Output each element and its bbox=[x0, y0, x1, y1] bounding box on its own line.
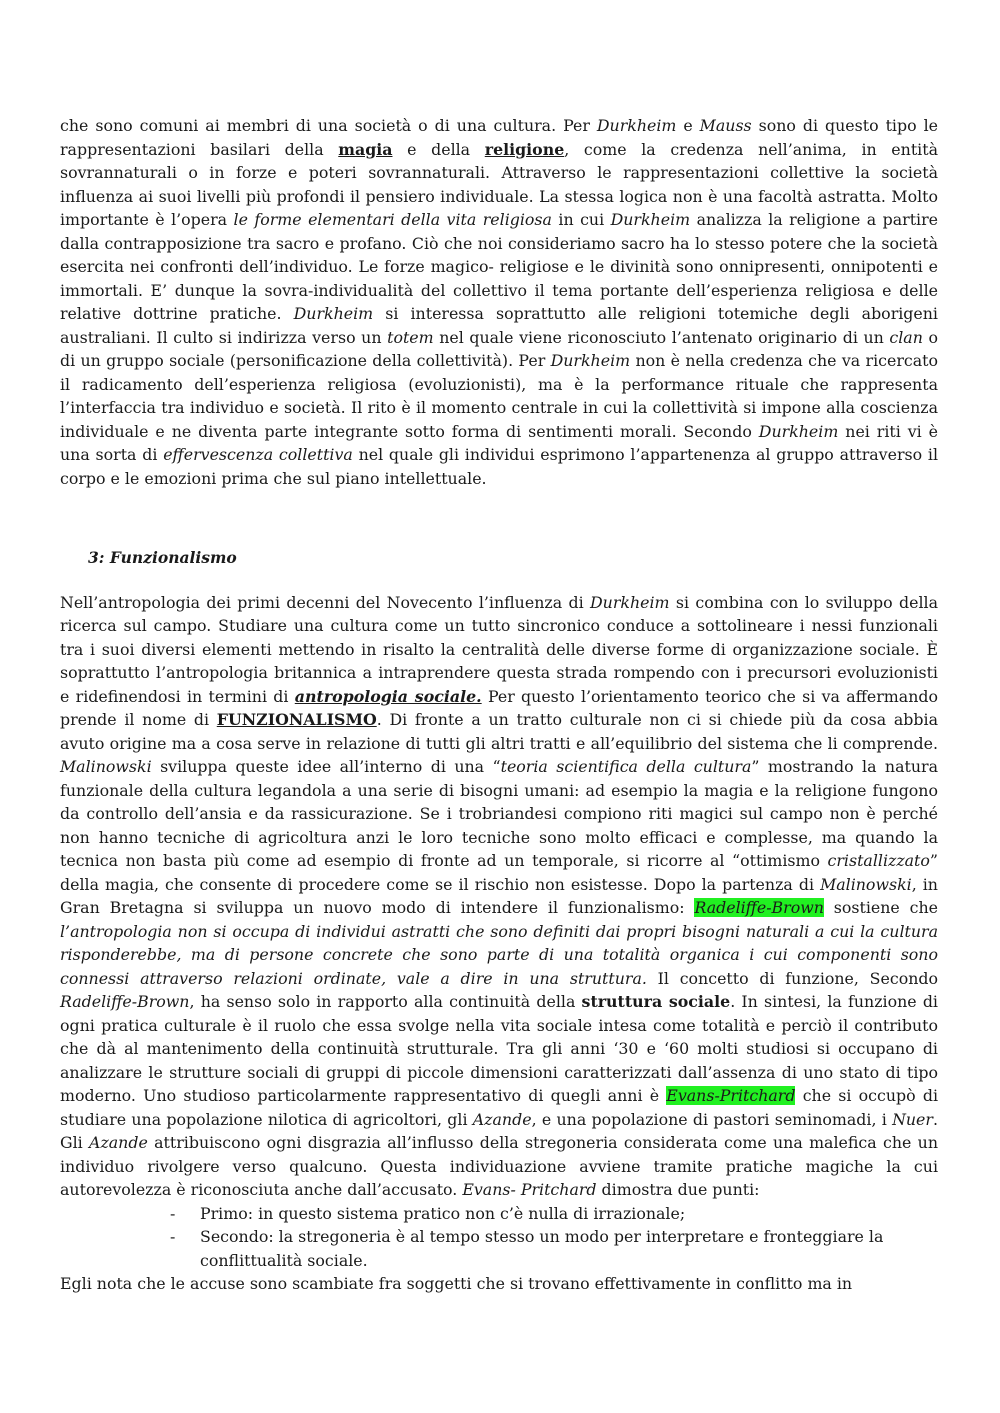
author-name: Durkheim bbox=[596, 116, 677, 135]
text: che si occupò di studiare una popolazione nilotica di agricoltori, gli bbox=[60, 1086, 939, 1129]
author-name: Malinowski bbox=[820, 874, 912, 894]
text: dimostra due punti: bbox=[596, 1180, 760, 1199]
text: nei riti vi è una sorta di bbox=[60, 421, 938, 464]
text: analizza la religione a partire dalla contrapposizione tra sacro e profano. Ciò che noi consideriamo sacro ha lo stesso potere che la società esercita nei confronti dell’individuo. Le forze magico- religiose e le divinità sono onnipresenti, onnipotenti e immortali. E’ dunque la sovra-individualità del collettivo il tema portante dell’esperienza religiosa e delle relative dottrine pratiche. bbox=[60, 210, 938, 323]
text: . Di fronte a un tratto culturale non ci si chiede più da cosa abbia avuto origine ma a cosa serve in relazione di tutti gli altri tratti e all’equilibrio del sistema che li comprende. bbox=[60, 710, 938, 753]
term: effervescenza collettiva bbox=[163, 445, 353, 464]
term: clan bbox=[889, 327, 923, 347]
text: ” mostrando la natura funzionale della cultura legandola a una serie di bisogni umani: ad esempio la magia e la religione fungono da controllo dell’ansia e da rassicurazione. Se i trobriandesi compiono riti magici sul campo non è perché non hanno tecniche di agricoltura anzi le loro tecniche sono molto efficaci e complesse, ma quando la tecnica non basta più come ad esempio di fronte ad un temporale, si ricorre al “ottimismo bbox=[60, 757, 939, 870]
paragraph-durkheim bbox=[60, 114, 938, 490]
text: nel quale viene riconosciuto l’antenato originario di un bbox=[433, 327, 890, 347]
text: in cui bbox=[551, 210, 611, 229]
term: teoria scientifica della cultura bbox=[500, 757, 752, 776]
keyword-magia: magia bbox=[338, 139, 393, 159]
text: ” della magia, che consente di procedere come se il rischio non esistesse. Dopo la partenza di bbox=[60, 851, 938, 894]
author-name: Durkheim bbox=[610, 210, 691, 229]
document-page bbox=[60, 114, 938, 1296]
author-name: Mauss bbox=[699, 116, 752, 135]
list-item bbox=[170, 1202, 938, 1226]
keyword-religione: religione bbox=[484, 139, 565, 159]
text: attribuiscono ogni disgrazia all’influsso della stregoneria considerata come una malefica che un individuo rivolgere verso qualcuno. Questa individuazione avviene tramite pratiche magiche la cui autorevolezza è riconosciuta anche dall’accusato. bbox=[60, 1133, 938, 1199]
text: e della bbox=[392, 139, 485, 159]
author-name: Radeliffe-Brown bbox=[60, 992, 190, 1011]
text: Il concetto di funzione, Secondo bbox=[646, 968, 939, 988]
text: . In sintesi, la funzione di ogni pratica culturale è il ruolo che essa svolge nella vita sociale intesa come totalità e perciò il contributo che dà al mantenimento della continuità strutturale. Tra gli anni ‘30 e ‘60 molti studiosi si occupano di analizzare le strutture sociali di gruppi di piccole dimensioni caratterizzati dall’assenza di uno stato di tipo moderno. Uno studioso particolarmente rappresentativo di quegli anni è bbox=[60, 992, 938, 1105]
term: Nuer bbox=[892, 1109, 933, 1129]
term: Azande bbox=[89, 1133, 148, 1152]
paragraph-continued: Egli nota che le accuse sono scambiate fra soggetti che si trovano effettivamente in conflitto ma in bbox=[60, 1274, 853, 1293]
bullet-dash: - bbox=[170, 1227, 176, 1246]
text: e bbox=[676, 116, 700, 135]
list-item bbox=[170, 1225, 938, 1272]
bullet-list bbox=[60, 1202, 938, 1273]
text: non è nella credenza che va ricercato il radicamento dell’esperienza religiosa (evoluzionisti), ma è la performance rituale che rappresenta l’interfaccia tra individuo e società. Il rito è il momento centrale in cui la collettività si impone alla coscienza individuale e ne diventa parte integrante sotto forma di sentimenti morali. Secondo bbox=[60, 351, 939, 441]
text: nel quale gli individui esprimono l’appartenenza al gruppo attraverso il corpo e le emozioni prima che sul piano intellettuale. bbox=[60, 445, 938, 488]
text: , ha senso solo in rapporto alla continuità della bbox=[189, 992, 582, 1011]
keyword-funzionalismo: FUNZIONALISMO bbox=[216, 710, 377, 729]
text: Nell’antropologia dei primi decenni del Novecento l’influenza di bbox=[60, 592, 590, 612]
text: Per questo l’orientamento teorico che si va affermando prende il nome di bbox=[60, 686, 938, 729]
text: sostiene che bbox=[823, 898, 938, 917]
text: , come la credenza nell’anima, in entità sovrannaturali o in forze e poteri sovrannaturali. Attraverso le rappresentazioni collettive la società influenza ai suoi livelli più profondi il pensiero individuale. La stessa logica non è una facoltà astratta. Molto importante è l’opera bbox=[60, 139, 938, 229]
text: o di un gruppo sociale (personificazione della collettività). Per bbox=[60, 327, 938, 370]
term: Azande bbox=[472, 1109, 532, 1129]
text: che sono comuni ai membri di una società o di una cultura. Per bbox=[60, 116, 597, 135]
list-item-text: Secondo: la stregoneria è al tempo stesso un modo per interpretare e fronteggiare la conflittualità sociale. bbox=[200, 1227, 884, 1270]
text: , in Gran Bretagna si sviluppa un nuovo modo di intendere il funzionalismo: bbox=[60, 874, 938, 917]
text: , e una popolazione di pastori seminomadi, i bbox=[531, 1109, 893, 1129]
list-item-text: Primo: in questo sistema pratico non c’è nulla di irrazionale; bbox=[200, 1203, 686, 1223]
author-name: Malinowski bbox=[60, 757, 152, 776]
text: sviluppa queste idee all’interno di una “ bbox=[151, 757, 501, 776]
section-heading: 3: Funzionalismo bbox=[88, 548, 237, 567]
author-name: Durkheim bbox=[293, 304, 374, 323]
paragraph-funzionalismo bbox=[60, 591, 938, 1202]
author-name: Durkheim bbox=[758, 421, 839, 441]
highlighted-author-name: Evans-Pritchard bbox=[666, 1086, 796, 1105]
text: si interessa soprattutto alle religioni totemiche degli aborigeni australiani. Il culto si indirizza verso un bbox=[60, 304, 938, 347]
term: totem bbox=[387, 327, 434, 347]
author-name: Durkheim bbox=[589, 592, 670, 612]
text: sono di questo tipo le rappresentazioni basilari della bbox=[60, 116, 938, 159]
quote: l’antropologia non si occupa di individui astratti che sono definiti dai propri bisogni naturali a cui la cultura risponderebbe, ma di persone concrete che sono parte di una totalità organica i cui componenti sono connessi attraverso relazioni ordinate, vale a dire in una struttura. bbox=[60, 921, 938, 988]
author-name: Evans- Pritchard bbox=[462, 1180, 597, 1199]
highlighted-author-name: Radeliffe-Brown bbox=[694, 898, 824, 917]
text: si combina con lo sviluppo della ricerca sul campo. Studiare una cultura come un tutto sincronico conduce a sottolineare i nessi funzionali tra i suoi diversi elementi mettendo in risalto la centralità delle diverse forme di organizzazione sociale. È soprattutto l’antropologia britannica a intraprendere questa strada rompendo con i precursori evoluzionisti e ridefinendosi in termini di bbox=[60, 592, 938, 706]
term: cristallizzato bbox=[827, 851, 930, 870]
keyword-struttura-sociale: struttura sociale bbox=[581, 992, 731, 1011]
text: . Gli bbox=[60, 1109, 938, 1152]
book-title: le forme elementari della vita religiosa bbox=[233, 210, 552, 229]
bullet-dash: - bbox=[170, 1203, 176, 1223]
author-name: Durkheim bbox=[550, 351, 631, 370]
keyword-antropologia-sociale: antropologia sociale. bbox=[294, 686, 482, 706]
